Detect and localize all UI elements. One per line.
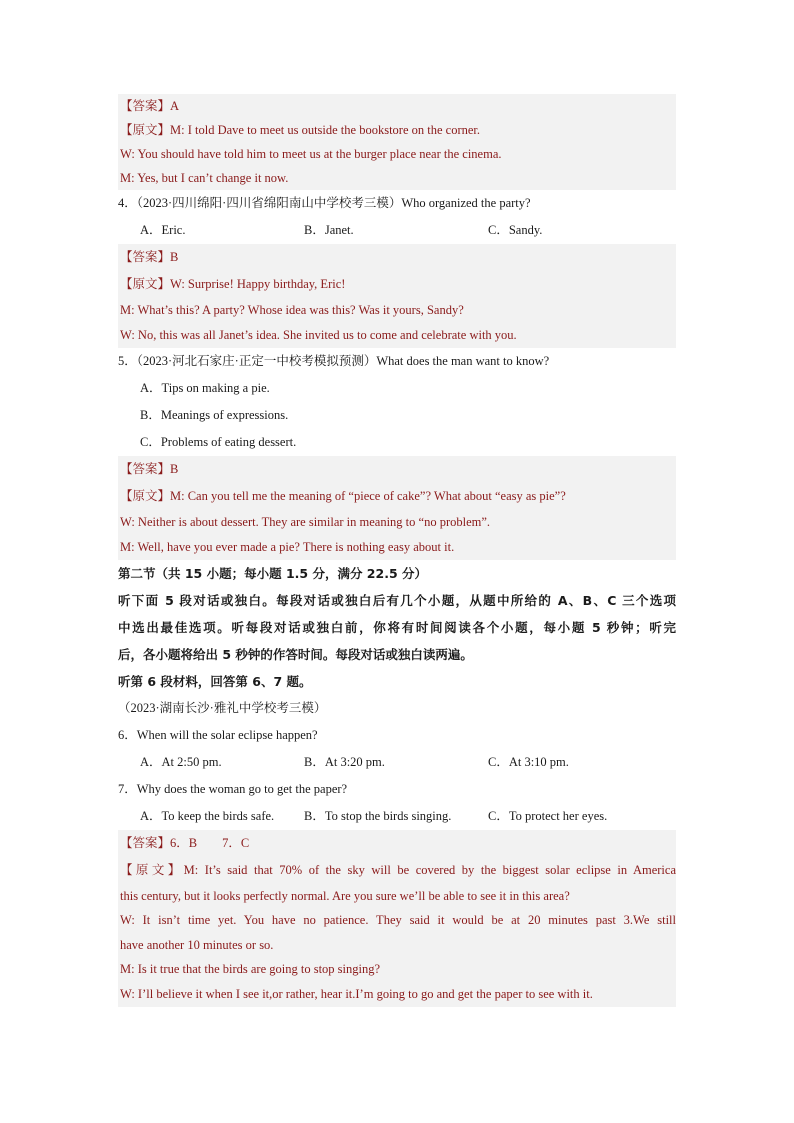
option-a: A．Tips on making a pie. — [140, 381, 270, 395]
option-b: B．Janet. — [304, 223, 354, 237]
instruction-line: 中选出最佳选项。听每段对话或独白前，你将有时间阅读各个小题，每小题 5 秒钟；听完 — [118, 620, 676, 635]
exam-page — [118, 94, 676, 1007]
question-options — [118, 749, 676, 776]
source-line: （2023·湖南长沙·雅礼中学校考三模） — [118, 701, 327, 715]
answer-line: 【答案】6．B 7．C — [118, 830, 676, 857]
transcript-line: 【原文】W: Surprise! Happy birthday, Eric! — [118, 271, 676, 298]
transcript-line: M: What’s this? A party? Whose idea was this? Was it yours, Sandy? — [118, 298, 676, 323]
option-a: A．To keep the birds safe. — [140, 809, 275, 823]
transcript-line: M: Yes, but I can’t change it now. — [118, 166, 676, 190]
question-stem: 5．（2023·河北石家庄·正定一中校考模拟预测）What does the man want to know? — [118, 354, 550, 368]
material-line: 听第 6 段材料，回答第 6、7 题。 — [118, 674, 312, 689]
transcript-line: this century, but it looks perfectly normal. Are you sure we’ll be able to see it in this area? — [118, 884, 676, 908]
option-c: C．To protect her eyes. — [488, 809, 608, 823]
answer-line: 【答案】B — [118, 244, 676, 271]
question-stem: 4．（2023·四川绵阳·四川省绵阳南山中学校考三模）Who organized the party? — [118, 196, 531, 210]
option-c: C．Sandy. — [488, 223, 543, 237]
option-b: B．To stop the birds singing. — [304, 809, 452, 823]
option-c: C．Problems of eating dessert. — [140, 435, 297, 449]
question-stem: 6．When will the solar eclipse happen? — [118, 728, 318, 742]
question-options — [118, 217, 676, 244]
transcript-line: W: It isn’t time yet. You have no patience. They said it would be at 20 minutes past 3.We still — [118, 908, 676, 933]
option-b: B．Meanings of expressions. — [140, 408, 289, 422]
option-a: A．Eric. — [140, 223, 186, 237]
transcript-line: 【原文】M: Can you tell me the meaning of “piece of cake”? What about “easy as pie”? — [118, 483, 676, 510]
question-options — [118, 803, 676, 830]
transcript-line: have another 10 minutes or so. — [118, 933, 676, 957]
transcript-line: 【原文】M: I told Dave to meet us outside the bookstore on the corner. — [118, 118, 676, 142]
option-b: B．At 3:20 pm. — [304, 755, 385, 769]
answer-line: 【答案】B — [118, 456, 676, 483]
transcript-line: M: Is it true that the birds are going to stop singing? — [118, 957, 676, 981]
instruction-line: 听下面 5 段对话或独白。每段对话或独白后有几个小题，从题中所给的 A、B、C 三个选项 — [118, 593, 676, 608]
transcript-line: W: No, this was all Janet’s idea. She invited us to come and celebrate with you. — [118, 323, 676, 348]
transcript-line: M: Well, have you ever made a pie? There is nothing easy about it. — [118, 535, 676, 560]
option-a: A．At 2:50 pm. — [140, 755, 222, 769]
option-c: C．At 3:10 pm. — [488, 755, 569, 769]
section-heading: 第二节（共 15 小题；每小题 1.5 分，满分 22.5 分） — [118, 566, 427, 581]
transcript-line: W: Neither is about dessert. They are similar in meaning to “no problem”. — [118, 510, 676, 535]
question-stem: 7．Why does the woman go to get the paper? — [118, 782, 348, 796]
transcript-line: 【原文】M: It’s said that 70% of the sky will be covered by the biggest solar eclipse in America — [118, 857, 676, 884]
instruction-line: 后，各小题将给出 5 秒钟的作答时间。每段对话或独白读两遍。 — [118, 647, 473, 662]
transcript-line: W: I’ll believe it when I see it,or rather, hear it.I’m going to go and get the paper to see with it. — [118, 981, 676, 1007]
transcript-line: W: You should have told him to meet us at the burger place near the cinema. — [118, 142, 676, 166]
answer-line: 【答案】A — [118, 94, 676, 118]
